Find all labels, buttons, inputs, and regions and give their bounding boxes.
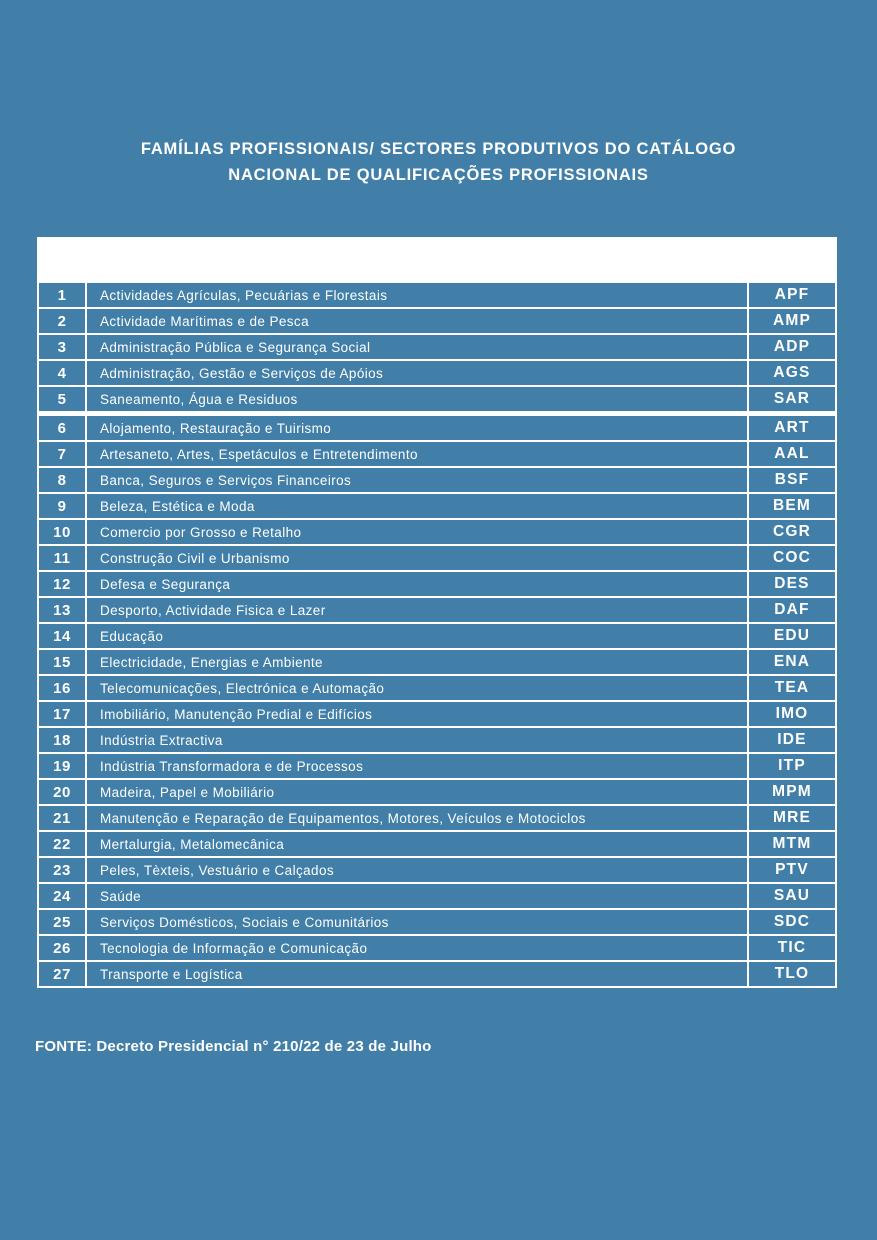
row-family-name: Administração, Gestão e Serviços de Apóios bbox=[100, 365, 384, 381]
table-row bbox=[39, 908, 835, 934]
row-number: 12 bbox=[39, 572, 87, 596]
row-number: 13 bbox=[39, 598, 87, 622]
source-note: FONTE: Decreto Presidencial n° 210/22 de 23 de Julho bbox=[35, 1038, 432, 1055]
table-row bbox=[39, 466, 835, 492]
table-header-bar bbox=[39, 237, 835, 281]
row-family-name: Administração Pública e Segurança Social bbox=[100, 339, 371, 355]
row-family-name: Peles, Tèxteis, Vestuário e Calçados bbox=[100, 862, 335, 878]
row-number: 5 bbox=[39, 387, 87, 411]
row-number: 14 bbox=[39, 624, 87, 648]
row-code: AAL bbox=[747, 442, 835, 466]
page-title bbox=[0, 136, 877, 188]
table-row bbox=[39, 752, 835, 778]
table-row bbox=[39, 934, 835, 960]
table-row bbox=[39, 411, 835, 440]
row-family-name: Madeira, Papel e Mobiliário bbox=[100, 784, 275, 800]
row-family-name: Telecomunicações, Electrónica e Automação bbox=[100, 680, 385, 696]
table-row bbox=[39, 281, 835, 307]
row-number: 23 bbox=[39, 858, 87, 882]
table-row bbox=[39, 960, 835, 986]
row-family-name: Actividades Agrículas, Pecuárias e Florestais bbox=[100, 287, 388, 303]
row-number: 19 bbox=[39, 754, 87, 778]
row-number: 1 bbox=[39, 283, 87, 307]
table-row bbox=[39, 882, 835, 908]
row-number: 22 bbox=[39, 832, 87, 856]
table-row bbox=[39, 359, 835, 385]
row-code: SAU bbox=[747, 884, 835, 908]
row-family-name: Saneamento, Água e Residuos bbox=[100, 391, 298, 407]
row-number: 3 bbox=[39, 335, 87, 359]
row-number: 18 bbox=[39, 728, 87, 752]
row-family-name: Mertalurgia, Metalomecânica bbox=[100, 836, 285, 852]
table-row bbox=[39, 385, 835, 411]
row-code: COC bbox=[747, 546, 835, 570]
row-code: SAR bbox=[747, 387, 835, 411]
row-code: AMP bbox=[747, 309, 835, 333]
row-number: 2 bbox=[39, 309, 87, 333]
table-row bbox=[39, 856, 835, 882]
row-family-name: Transporte e Logística bbox=[100, 966, 243, 982]
row-family-name: Banca, Seguros e Serviços Financeiros bbox=[100, 472, 352, 488]
row-number: 10 bbox=[39, 520, 87, 544]
row-family-name: Construção Civil e Urbanismo bbox=[100, 550, 290, 566]
row-code: DES bbox=[747, 572, 835, 596]
table-row bbox=[39, 622, 835, 648]
table-body bbox=[39, 281, 835, 986]
row-code: ADP bbox=[747, 335, 835, 359]
table-row bbox=[39, 570, 835, 596]
row-number: 11 bbox=[39, 546, 87, 570]
row-family-name: Tecnologia de Informação e Comunicação bbox=[100, 940, 368, 956]
row-family-name: Indústria Extractiva bbox=[100, 732, 223, 748]
row-code: MPM bbox=[747, 780, 835, 804]
row-family-name: Educação bbox=[100, 628, 164, 644]
row-code: BSF bbox=[747, 468, 835, 492]
row-family-name: Manutenção e Reparação de Equipamentos, Motores, Veículos e Motociclos bbox=[100, 810, 586, 826]
row-number: 8 bbox=[39, 468, 87, 492]
row-family-name: Electricidade, Energias e Ambiente bbox=[100, 654, 323, 670]
table-row bbox=[39, 648, 835, 674]
table-row bbox=[39, 492, 835, 518]
row-number: 21 bbox=[39, 806, 87, 830]
row-number: 17 bbox=[39, 702, 87, 726]
row-number: 26 bbox=[39, 936, 87, 960]
row-number: 4 bbox=[39, 361, 87, 385]
table-row bbox=[39, 726, 835, 752]
row-code: DAF bbox=[747, 598, 835, 622]
table-row bbox=[39, 804, 835, 830]
row-family-name: Serviços Domésticos, Sociais e Comunitários bbox=[100, 914, 389, 930]
row-code: BEM bbox=[747, 494, 835, 518]
row-number: 16 bbox=[39, 676, 87, 700]
row-number: 7 bbox=[39, 442, 87, 466]
row-code: APF bbox=[747, 283, 835, 307]
table-row bbox=[39, 518, 835, 544]
row-family-name: Actividade Marítimas e de Pesca bbox=[100, 313, 309, 329]
row-family-name: Comercio por Grosso e Retalho bbox=[100, 524, 302, 540]
table-row bbox=[39, 674, 835, 700]
row-family-name: Artesaneto, Artes, Espetáculos e Entretendimento bbox=[100, 446, 418, 462]
row-code: TIC bbox=[747, 936, 835, 960]
row-number: 20 bbox=[39, 780, 87, 804]
row-family-name: Imobiliário, Manutenção Predial e Edifícios bbox=[100, 706, 373, 722]
table-row bbox=[39, 830, 835, 856]
row-code: SDC bbox=[747, 910, 835, 934]
row-code: MTM bbox=[747, 832, 835, 856]
table-row bbox=[39, 307, 835, 333]
row-code: IDE bbox=[747, 728, 835, 752]
page-title-line1: FAMÍLIAS PROFISSIONAIS/ SECTORES PRODUTIVOS DO CATÁLOGO bbox=[140, 140, 737, 158]
table-row bbox=[39, 700, 835, 726]
row-code: EDU bbox=[747, 624, 835, 648]
row-number: 9 bbox=[39, 494, 87, 518]
row-number: 6 bbox=[39, 416, 87, 440]
table-row bbox=[39, 440, 835, 466]
row-family-name: Alojamento, Restauração e Tuirismo bbox=[100, 420, 332, 436]
row-code: ENA bbox=[747, 650, 835, 674]
row-code: CGR bbox=[747, 520, 835, 544]
row-code: ITP bbox=[747, 754, 835, 778]
page-title-line2: NACIONAL DE QUALIFICAÇÕES PROFISSIONAIS bbox=[228, 166, 649, 184]
sectors-table bbox=[37, 237, 837, 988]
table-row bbox=[39, 544, 835, 570]
row-number: 27 bbox=[39, 962, 87, 986]
row-code: ART bbox=[747, 416, 835, 440]
row-code: PTV bbox=[747, 858, 835, 882]
row-code: TEA bbox=[747, 676, 835, 700]
row-family-name: Beleza, Estética e Moda bbox=[100, 498, 255, 514]
table-row bbox=[39, 596, 835, 622]
row-number: 25 bbox=[39, 910, 87, 934]
row-family-name: Saúde bbox=[100, 888, 142, 904]
row-code: IMO bbox=[747, 702, 835, 726]
row-code: MRE bbox=[747, 806, 835, 830]
row-family-name: Defesa e Segurança bbox=[100, 576, 231, 592]
row-code: TLO bbox=[747, 962, 835, 986]
row-number: 24 bbox=[39, 884, 87, 908]
row-code: AGS bbox=[747, 361, 835, 385]
row-family-name: Indústria Transformadora e de Processos bbox=[100, 758, 364, 774]
row-number: 15 bbox=[39, 650, 87, 674]
table-row bbox=[39, 333, 835, 359]
row-family-name: Desporto, Actividade Fisica e Lazer bbox=[100, 602, 326, 618]
table-row bbox=[39, 778, 835, 804]
